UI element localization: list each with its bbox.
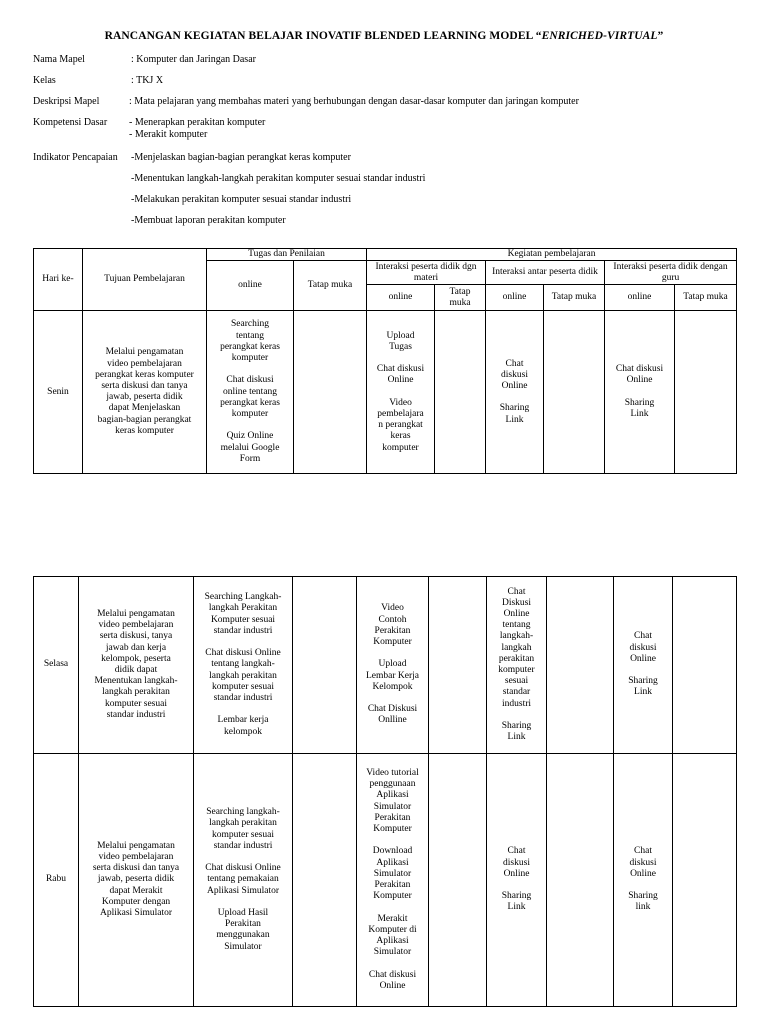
cell-tugas-tatap xyxy=(294,311,367,474)
cell-antar-tatap xyxy=(547,754,614,1007)
table-row xyxy=(34,577,737,754)
info-label: Nama Mapel xyxy=(33,54,85,65)
info-label: Indikator Pencapaian xyxy=(33,152,118,163)
header-tugas-tatap: Tatap muka xyxy=(294,261,367,311)
title-italic: ENRICHED-VIRTUAL xyxy=(541,30,658,42)
header-tugas: Tugas dan Penilaian xyxy=(207,249,367,261)
info-indikator-item: -Menjelaskan bagian-bagian perangkat keras komputer xyxy=(131,152,351,163)
cell-tujuan: Melalui pengamatan video pembelajaran perangkat keras komputer serta diskusi dan tanya jawab, peserta didik dapat Menjelaskan bagian-bagian perangkat keras komputer xyxy=(83,311,207,474)
info-indikator-item: -Menentukan langkah-langkah perakitan komputer sesuai standar industri xyxy=(131,173,426,184)
activity-table-2 xyxy=(33,576,737,1007)
header-materi-online: online xyxy=(367,285,435,311)
info-label: Deskripsi Mapel xyxy=(33,96,100,107)
table-row xyxy=(34,311,737,474)
info-indikator-item: -Membuat laporan perakitan komputer xyxy=(131,215,286,226)
cell-materi-tatap xyxy=(429,577,487,754)
cell-materi-tatap xyxy=(429,754,487,1007)
cell-materi-tatap xyxy=(435,311,486,474)
cell-hari: Selasa xyxy=(34,577,79,754)
cell-tugas-tatap xyxy=(293,754,357,1007)
activity-table-1 xyxy=(33,248,737,474)
header-guru-tatap: Tatap muka xyxy=(675,285,737,311)
cell-tugas-online: Searching Langkah- langkah Perakitan Komputer sesuai standar industri Chat diskusi Online tentang langkah- langkah perakitan komputer sesuai standar industri Lembar kerja kelompok xyxy=(194,577,293,754)
cell-guru-tatap xyxy=(673,754,737,1007)
cell-antar-online: Chat Diskusi Online tentang langkah- langkah perakitan komputer sesuai standar industri Sharing Link xyxy=(487,577,547,754)
cell-antar-online: Chat diskusi Online Sharing Link xyxy=(487,754,547,1007)
table-row xyxy=(34,754,737,1007)
cell-materi-online: Video Contoh Perakitan Komputer Upload Lembar Kerja Kelompok Chat Diskusi Onlline xyxy=(357,577,429,754)
cell-tugas-online: Searching langkah- langkah perakitan komputer sesuai standar industri Chat diskusi Online tentang pemakaian Aplikasi Simulator Upload Hasil Perakitan menggunakan Simulator xyxy=(194,754,293,1007)
header-interaksi-materi: Interaksi peserta didik dgn materi xyxy=(367,261,486,285)
cell-guru-online: Chat diskusi Online Sharing Link xyxy=(614,577,673,754)
header-antar-online: online xyxy=(486,285,544,311)
cell-guru-online: Chat diskusi Online Sharing Link xyxy=(605,311,675,474)
cell-tugas-tatap xyxy=(293,577,357,754)
info-value: : Mata pelajaran yang membahas materi yang berhubungan dengan dasar-dasar komputer dan jaringan komputer xyxy=(129,96,579,107)
header-tujuan: Tujuan Pembelajaran xyxy=(83,249,207,311)
cell-tujuan: Melalui pengamatan video pembelajaran serta diskusi, tanya jawab dan kerja kelompok, peserta didik dapat Menentukan langkah- langkah perakitan komputer sesuai standar industri xyxy=(79,577,194,754)
title-close-quote: ” xyxy=(657,30,664,42)
header-materi-tatap: Tatap muka xyxy=(435,285,486,311)
cell-guru-tatap xyxy=(675,311,737,474)
header-interaksi-guru: Interaksi peserta didik dengan guru xyxy=(605,261,737,285)
cell-hari: Senin xyxy=(34,311,83,474)
cell-antar-tatap xyxy=(547,577,614,754)
header-hari: Hari ke- xyxy=(34,249,83,311)
cell-guru-tatap xyxy=(673,577,737,754)
info-label: Kompetensi Dasar xyxy=(33,117,108,128)
title-main: RANCANGAN KEGIATAN BELAJAR INOVATIF BLENDED LEARNING MODEL “ xyxy=(104,30,542,42)
header-guru-online: online xyxy=(605,285,675,311)
info-value: : TKJ X xyxy=(131,75,164,86)
header-antar-tatap: Tatap muka xyxy=(544,285,605,311)
info-indikator-item: -Melakukan perakitan komputer sesuai standar industri xyxy=(131,194,352,205)
info-kompetensi-item: - Menerapkan perakitan komputer xyxy=(129,117,266,128)
cell-antar-tatap xyxy=(544,311,605,474)
info-value: : Komputer dan Jaringan Dasar xyxy=(131,54,256,65)
document-title xyxy=(0,30,768,42)
cell-antar-online: Chat diskusi Online Sharing Link xyxy=(486,311,544,474)
cell-hari: Rabu xyxy=(34,754,79,1007)
header-interaksi-antar: Interaksi antar peserta didik xyxy=(486,261,605,285)
cell-materi-online: Video tutorial penggunaan Aplikasi Simulator Perakitan Komputer Download Aplikasi Simulator Perakitan Komputer Merakit Komputer di Aplikasi Simulator Chat diskusi Online xyxy=(357,754,429,1007)
info-kompetensi-item: - Merakit komputer xyxy=(129,129,208,140)
cell-tugas-online: Searching tentang perangkat keras komputer Chat diskusi online tentang perangkat keras komputer Quiz Online melalui Google Form xyxy=(207,311,294,474)
info-label: Kelas xyxy=(33,75,56,86)
cell-guru-online: Chat diskusi Online Sharing link xyxy=(614,754,673,1007)
cell-materi-online: Upload Tugas Chat diskusi Online Video pembelajara n perangkat keras komputer xyxy=(367,311,435,474)
header-tugas-online: online xyxy=(207,261,294,311)
header-kegiatan: Kegiatan pembelajaran xyxy=(367,249,737,261)
cell-tujuan: Melalui pengamatan video pembelajaran serta diskusi dan tanya jawab, peserta didik dapat Merakit Komputer dengan Aplikasi Simulator xyxy=(79,754,194,1007)
